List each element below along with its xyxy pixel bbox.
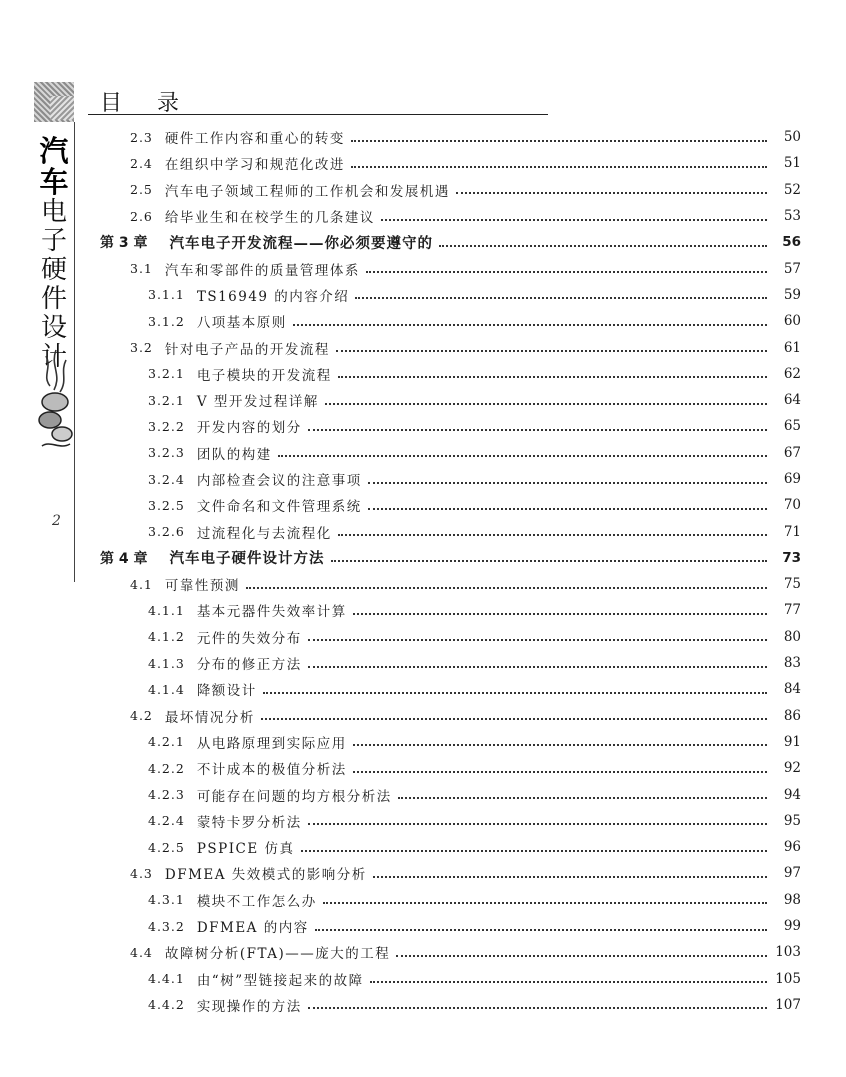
- toc-entry-page: 86: [783, 707, 801, 724]
- toc-entry-title: 故障树分析(FTA)——庞大的工程: [164, 946, 391, 963]
- toc-dot-leader: [325, 402, 767, 405]
- toc-entry-number: 4.3.1: [148, 892, 185, 908]
- table-of-contents: [0, 124, 846, 1018]
- toc-entry-number: 4.1.2: [148, 629, 185, 645]
- toc-section-entry: [0, 860, 846, 886]
- toc-entry-number: 第 4 章: [100, 550, 148, 567]
- toc-entry-title: 分布的修正方法: [196, 657, 302, 674]
- book-title-char: 汽: [39, 134, 69, 168]
- toc-dot-leader: [293, 323, 767, 326]
- toc-entry-title: 从电路原理到实际应用: [196, 735, 347, 752]
- toc-dot-leader: [338, 533, 767, 536]
- toc-entry-title: 不计成本的极值分析法: [196, 762, 347, 779]
- toc-section-entry: [0, 571, 846, 597]
- toc-dot-leader: [338, 375, 767, 378]
- toc-entry-number: 4.4: [130, 944, 153, 960]
- toc-dot-leader: [381, 218, 767, 221]
- toc-entry-number: 3.1.2: [148, 313, 185, 329]
- toc-entry-title: 汽车电子领域工程师的工作机会和发展机遇: [164, 183, 450, 200]
- toc-entry-title: 给毕业生和在校学生的几条建议: [164, 210, 375, 227]
- toc-section-entry: [0, 466, 846, 492]
- toc-entry-number: 2.3: [130, 129, 153, 145]
- toc-entry-page: 97: [783, 865, 801, 882]
- toc-section-entry: [0, 650, 846, 676]
- toc-section-entry: [0, 361, 846, 387]
- toc-entry-title: 模块不工作怎么办: [196, 893, 317, 910]
- toc-dot-leader: [396, 954, 767, 957]
- book-title-char: 件: [40, 284, 67, 314]
- toc-entry-title: DFMEA 失效模式的影响分析: [164, 867, 367, 884]
- toc-entry-title: 可能存在问题的均方根分析法: [196, 788, 392, 805]
- toc-dot-leader: [439, 244, 767, 247]
- toc-entry-title: 文件命名和文件管理系统: [196, 499, 362, 516]
- toc-dot-leader: [368, 481, 767, 484]
- toc-entry-number: 2.6: [130, 208, 153, 224]
- toc-entry-title: 针对电子产品的开发流程: [164, 341, 330, 358]
- toc-section-entry: [0, 703, 846, 729]
- toc-entry-number: 3.1.1: [148, 287, 185, 303]
- toc-dot-leader: [456, 191, 767, 194]
- toc-dot-leader: [351, 139, 767, 142]
- toc-entry-page: 69: [783, 471, 801, 487]
- toc-dot-leader: [351, 165, 767, 168]
- toc-entry-title: 八项基本原则: [196, 315, 287, 332]
- toc-entry-number: 4.2.2: [148, 760, 185, 776]
- toc-entry-title: 基本元器件失效率计算: [196, 604, 347, 621]
- toc-section-entry: [0, 808, 846, 834]
- page-number: 2: [52, 513, 61, 529]
- toc-entry-page: 96: [783, 839, 801, 856]
- toc-entry-number: 4.1: [130, 576, 153, 592]
- toc-section-entry: [0, 177, 846, 203]
- book-title-char: 硬: [40, 255, 67, 285]
- toc-entry-page: 80: [783, 628, 801, 645]
- toc-section-entry: [0, 887, 846, 913]
- toc-entry-page: 51: [783, 155, 801, 172]
- toc-dot-leader: [353, 612, 767, 615]
- toc-entry-number: 4.2.5: [148, 839, 185, 855]
- toc-entry-title: V 型开发过程详解: [196, 394, 319, 411]
- toc-entry-title: 开发内容的划分: [196, 420, 302, 437]
- toc-entry-number: 2.5: [130, 182, 153, 198]
- toc-entry-number: 4.2.4: [148, 813, 185, 829]
- toc-entry-page: 98: [783, 891, 801, 908]
- toc-section-entry: [0, 282, 846, 308]
- toc-dot-leader: [308, 638, 767, 641]
- toc-entry-title: 元件的失效分布: [196, 630, 302, 647]
- toc-section-entry: [0, 781, 846, 807]
- toc-dot-leader: [301, 849, 767, 852]
- toc-entry-title: 汽车和零部件的质量管理体系: [164, 262, 360, 279]
- toc-entry-page: 53: [783, 208, 801, 225]
- toc-dot-leader: [246, 586, 767, 589]
- toc-entry-number: 4.2.1: [148, 734, 185, 750]
- toc-entry-page: 77: [783, 602, 801, 619]
- toc-entry-page: 62: [783, 365, 801, 382]
- toc-entry-number: 3.1: [130, 261, 153, 277]
- toc-entry-title: 由“树”型链接起来的故障: [196, 972, 364, 989]
- book-title-char: 设: [40, 313, 67, 343]
- toc-entry-title: 电子模块的开发流程: [196, 367, 332, 384]
- toc-section-entry: [0, 755, 846, 781]
- toc-entry-number: 4.2: [130, 708, 153, 724]
- toc-section-entry: [0, 203, 846, 229]
- toc-dot-leader: [308, 1006, 767, 1009]
- toc-entry-title: 最坏情况分析: [164, 709, 255, 726]
- toc-entry-page: 107: [775, 996, 801, 1013]
- toc-entry-page: 70: [783, 497, 801, 514]
- toc-dot-leader: [308, 428, 767, 431]
- toc-dot-leader: [278, 454, 767, 457]
- toc-dot-leader: [315, 928, 767, 931]
- toc-entry-title: DFMEA 的内容: [196, 920, 309, 937]
- toc-entry-page: 95: [783, 812, 801, 829]
- toc-chapter-entry: [0, 545, 846, 571]
- toc-entry-number: 3.2.3: [148, 445, 185, 461]
- toc-section-entry: [0, 413, 846, 439]
- toc-entry-number: 4.2.3: [148, 787, 185, 803]
- toc-entry-page: 59: [783, 286, 801, 303]
- book-title-char: 电: [40, 197, 67, 227]
- toc-section-entry: [0, 387, 846, 413]
- toc-entry-page: 71: [783, 523, 801, 540]
- toc-entry-title: 过流程化与去流程化: [196, 525, 332, 542]
- toc-entry-number: 4.1.3: [148, 655, 185, 671]
- toc-dot-leader: [373, 875, 767, 878]
- toc-entry-number: 3.2.1: [148, 366, 185, 382]
- toc-entry-page: 92: [783, 760, 801, 777]
- page-title: 目 录: [100, 91, 193, 116]
- toc-dot-leader: [323, 901, 767, 904]
- toc-section-entry: [0, 992, 846, 1018]
- toc-entry-page: 84: [783, 681, 801, 698]
- toc-entry-number: 3.2.4: [148, 471, 185, 487]
- toc-entry-title: 可靠性预测: [164, 578, 240, 595]
- toc-dot-leader: [355, 296, 767, 299]
- toc-entry-page: 73: [782, 549, 801, 566]
- toc-section-entry: [0, 440, 846, 466]
- toc-entry-title: 降额设计: [196, 683, 257, 700]
- toc-entry-number: 3.2.5: [148, 497, 185, 513]
- book-title-char: 子: [40, 226, 67, 256]
- toc-entry-page: 61: [783, 339, 801, 356]
- toc-section-entry: [0, 939, 846, 965]
- toc-entry-page: 83: [783, 655, 801, 672]
- toc-entry-number: 3.2.2: [148, 418, 185, 434]
- toc-entry-page: 64: [783, 392, 801, 409]
- toc-entry-title: 内部检查会议的注意事项: [196, 473, 362, 489]
- toc-entry-page: 103: [775, 944, 801, 961]
- toc-entry-number: 3.2.6: [148, 524, 185, 540]
- toc-dot-leader: [353, 770, 767, 773]
- toc-entry-page: 50: [783, 129, 801, 146]
- toc-entry-page: 67: [783, 444, 801, 461]
- toc-dot-leader: [336, 349, 767, 352]
- toc-section-entry: [0, 334, 846, 360]
- toc-entry-title: 实现操作的方法: [196, 998, 302, 1015]
- toc-chapter-entry: [0, 226, 846, 256]
- toc-dot-leader: [370, 980, 767, 983]
- toc-entry-number: 4.4.2: [148, 997, 185, 1013]
- toc-entry-page: 60: [783, 313, 801, 330]
- toc-entry-title: TS16949 的内容介绍: [196, 288, 350, 305]
- toc-section-entry: [0, 124, 846, 150]
- toc-entry-page: 57: [783, 260, 801, 277]
- toc-dot-leader: [308, 822, 767, 825]
- book-title-char: 计: [40, 342, 67, 372]
- toc-entry-page: 94: [783, 786, 801, 803]
- toc-entry-title: 蒙特卡罗分析法: [196, 814, 302, 831]
- toc-entry-number: 第 3 章: [100, 235, 148, 252]
- toc-dot-leader: [398, 796, 767, 799]
- toc-dot-leader: [261, 717, 767, 720]
- toc-entry-page: 105: [775, 970, 801, 987]
- toc-section-entry: [0, 518, 846, 544]
- toc-entry-page: 56: [782, 234, 801, 251]
- toc-entry-title: 汽车电子开发流程——你必须要遵守的: [169, 235, 433, 252]
- toc-section-entry: [0, 834, 846, 860]
- toc-section-entry: [0, 308, 846, 334]
- toc-entry-number: 2.4: [130, 155, 153, 171]
- toc-entry-number: 4.3.2: [148, 918, 185, 934]
- toc-entry-number: 4.3: [130, 865, 153, 881]
- toc-dot-leader: [308, 665, 767, 668]
- book-title-char: 车: [39, 165, 69, 199]
- toc-entry-page: 52: [783, 181, 801, 198]
- header-decoration-inner: [50, 96, 74, 120]
- toc-entry-number: 3.2: [130, 340, 153, 356]
- toc-section-entry: [0, 966, 846, 992]
- toc-section-entry: [0, 729, 846, 755]
- toc-entry-number: 4.1.1: [148, 602, 185, 618]
- toc-dot-leader: [366, 270, 767, 273]
- toc-section-entry: [0, 597, 846, 623]
- toc-section-entry: [0, 492, 846, 518]
- toc-entry-page: 65: [783, 418, 801, 435]
- toc-entry-page: 75: [783, 576, 801, 593]
- toc-section-entry: [0, 150, 846, 176]
- toc-entry-number: 4.4.1: [148, 971, 185, 987]
- toc-entry-title: PSPICE 仿真: [196, 841, 295, 858]
- toc-dot-leader: [263, 691, 767, 694]
- toc-dot-leader: [331, 559, 768, 562]
- toc-section-entry: [0, 255, 846, 281]
- toc-entry-title: 在组织中学习和规范化改进: [164, 157, 345, 174]
- toc-entry-page: 91: [783, 733, 801, 750]
- toc-section-entry: [0, 913, 846, 939]
- toc-entry-page: 99: [783, 918, 801, 935]
- toc-section-entry: [0, 676, 846, 702]
- toc-dot-leader: [353, 743, 767, 746]
- toc-dot-leader: [368, 507, 767, 510]
- toc-entry-title: 硬件工作内容和重心的转变: [164, 131, 345, 148]
- toc-entry-title: 汽车电子硬件设计方法: [169, 551, 325, 568]
- toc-entry-number: 3.2.1: [148, 392, 185, 408]
- toc-section-entry: [0, 624, 846, 650]
- toc-entry-title: 团队的构建: [196, 446, 272, 463]
- header-divider: [88, 114, 548, 115]
- toc-entry-number: 4.1.4: [148, 681, 185, 697]
